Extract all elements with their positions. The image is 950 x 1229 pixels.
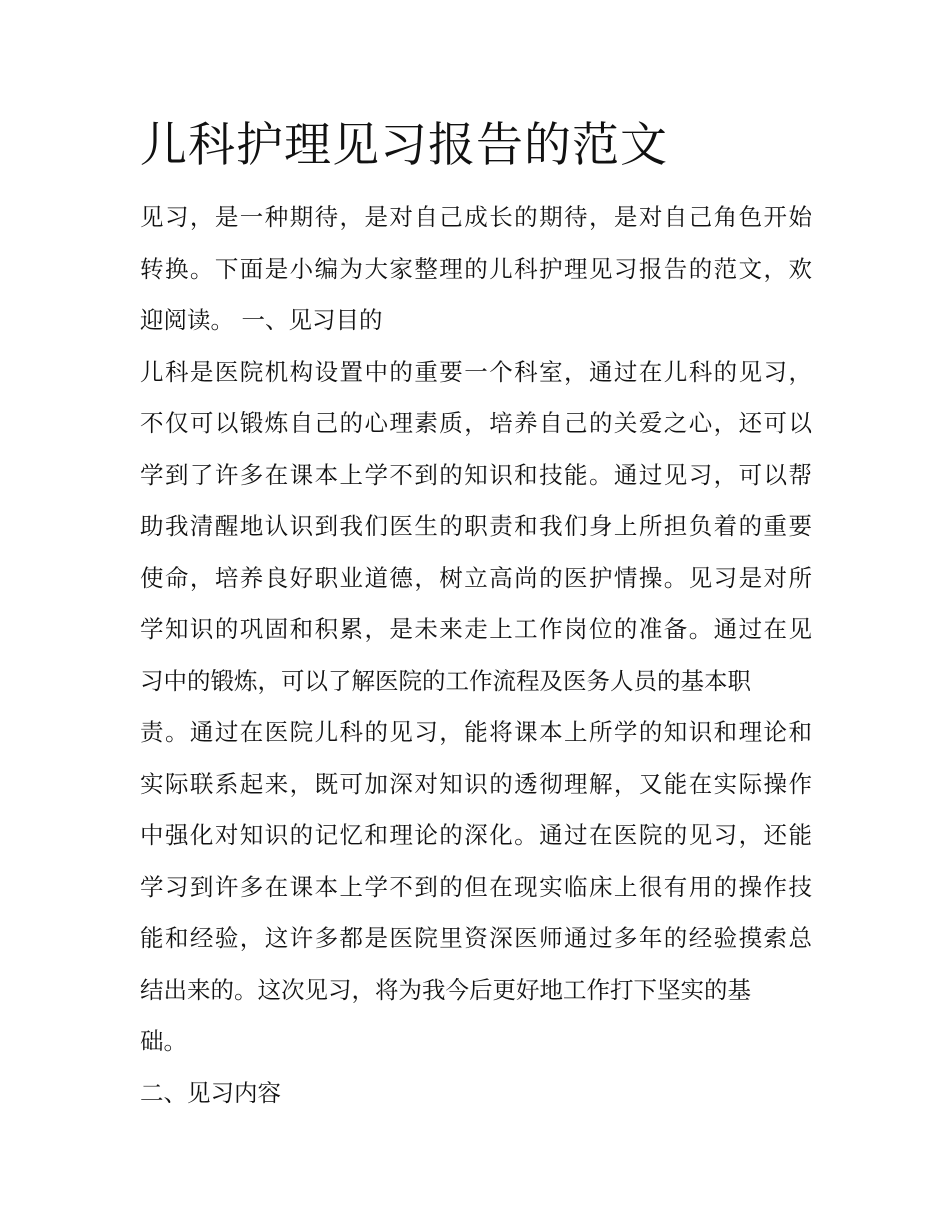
- paragraph-line-14: 学习到许多在课本上学不到的但在现实临床上很有用的操作技: [140, 872, 812, 901]
- paragraph-line-8: 使命，培养良好职业道德，树立高尚的医护情操。见习是对所: [140, 563, 812, 592]
- document-title: 儿科护理见习报告的范文: [140, 118, 668, 173]
- paragraph-line-15: 能和经验，这许多都是医院里资深医师通过多年的经验摸索总: [140, 924, 812, 952]
- paragraph-line-13: 中强化对知识的记忆和理论的深化。通过在医院的见习，还能: [140, 821, 812, 849]
- paragraph-line-1: 见习，是一种期待，是对自己成长的期待，是对自己角色开始: [140, 203, 812, 231]
- paragraph-line-11: 责。通过在医院儿科的见习，能将课本上所学的知识和理论和: [140, 718, 812, 746]
- paragraph-line-3: 迎阅读。 一、见习目的: [140, 306, 383, 334]
- section-heading: 二、见习内容: [140, 1078, 281, 1107]
- paragraph-line-6: 学到了许多在课本上学不到的知识和技能。通过见习，可以帮: [140, 460, 812, 489]
- paragraph-line-4: 儿科是医院机构设置中的重要一个科室，通过在儿科的见习，: [140, 357, 812, 386]
- paragraph-line-10: 习中的锻炼，可以了解医院的工作流程及医务人员的基本职: [140, 666, 751, 695]
- document-page: [140, 110, 812, 1119]
- paragraph-line-17: 础。: [140, 1027, 187, 1055]
- paragraph-line-12: 实际联系起来，既可加深对知识的透彻理解，又能在实际操作: [140, 769, 812, 798]
- paragraph-line-16: 结出来的。这次见习，将为我今后更好地工作打下坚实的基: [140, 975, 751, 1004]
- paragraph-line-2: 转换。下面是小编为大家整理的儿科护理见习报告的范文，欢: [140, 254, 812, 283]
- paragraph-line-7: 助我清醒地认识到我们医生的职责和我们身上所担负着的重要: [140, 512, 812, 540]
- paragraph-line-5: 不仅可以锻炼自己的心理素质，培养自己的关爱之心，还可以: [140, 409, 812, 437]
- paragraph-line-9: 学知识的巩固和积累，是未来走上工作岗位的准备。通过在见: [140, 615, 812, 643]
